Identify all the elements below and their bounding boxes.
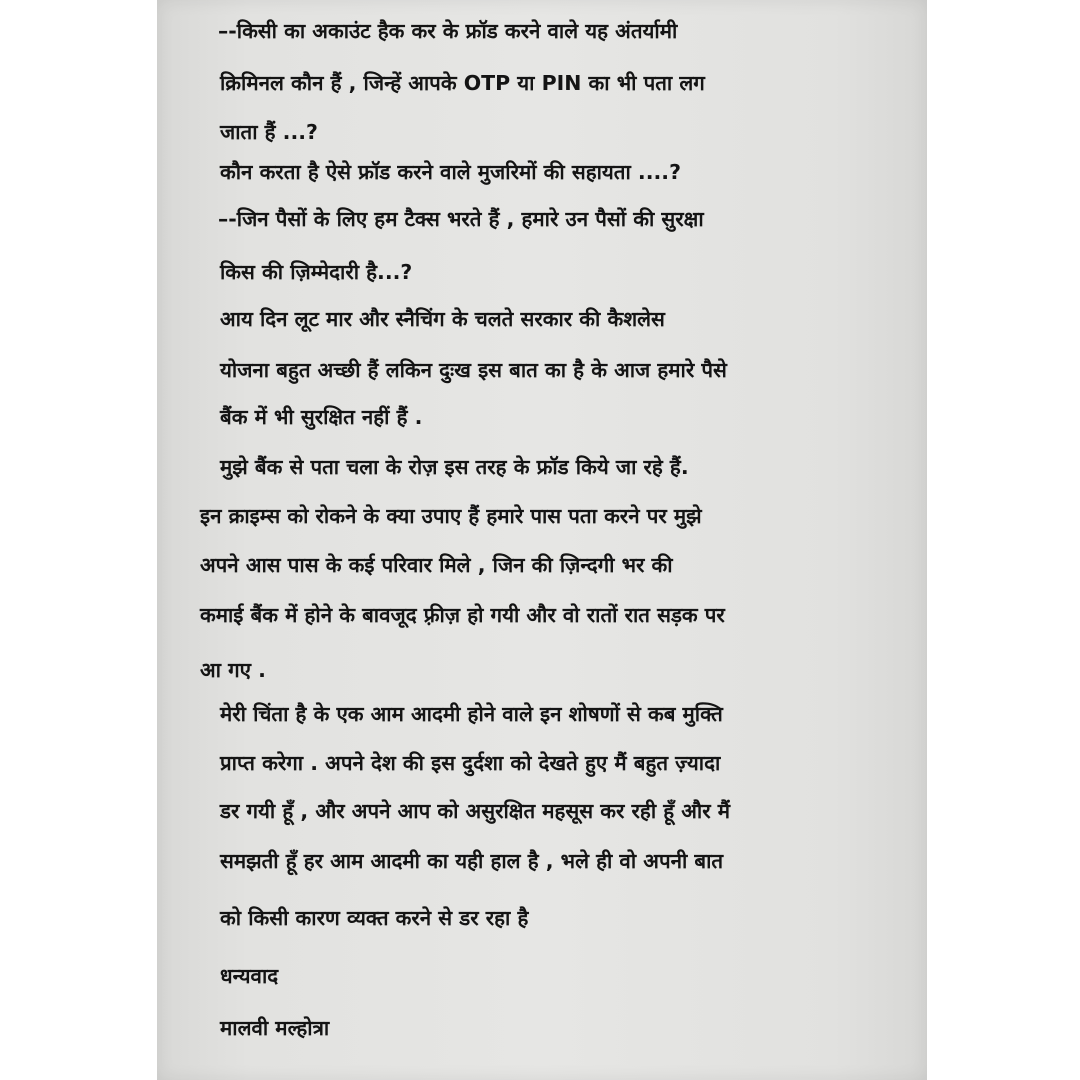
letter-line: इन क्राइम्स को रोकने के क्या उपाए हैं हमारे पास पता करने पर मुझे <box>200 504 702 528</box>
letter-line: कौन करता है ऐसे फ्रॉड करने वाले मुजरिमों की सहायता ....? <box>220 160 681 184</box>
letter-line: आ गए . <box>200 658 266 682</box>
letter-line: डर गयी हूँ , और अपने आप को असुरक्षित महसूस कर रही हूँ और मैं <box>220 799 731 823</box>
letter-line: मुझे बैंक से पता चला के रोज़ इस तरह के फ्रॉड किये जा रहे हैं. <box>220 455 689 479</box>
letter-signature: मालवी मल्होत्रा <box>220 1016 330 1040</box>
letter-line: –-किसी का अकाउंट हैक कर के फ्रॉड करने वाले यह अंतर्यामी <box>218 19 678 43</box>
letter-line: जाता हैं ...? <box>220 120 318 144</box>
letter-line: मेरी चिंता है के एक आम आदमी होने वाले इन शोषणों से कब मुक्ति <box>220 702 723 726</box>
letter-line: अपने आस पास के कई परिवार मिले , जिन की ज़िन्दगी भर की <box>200 553 673 577</box>
letter-line: किस की ज़िम्मेदारी है...? <box>220 260 413 284</box>
letter-line: योजना बहुत अच्छी हैं लकिन दुःख इस बात का है के आज हमारे पैसे <box>220 358 727 382</box>
letter-line: को किसी कारण व्यक्त करने से डर रहा है <box>220 906 529 930</box>
letter-line: समझती हूँ हर आम आदमी का यही हाल है , भले ही वो अपनी बात <box>220 849 724 873</box>
letter-line: बैंक में भी सुरक्षित नहीं हैं . <box>220 405 423 429</box>
letter-line: –-जिन पैसों के लिए हम टैक्स भरते हैं , हमारे उन पैसों की सुरक्षा <box>218 207 704 231</box>
letter-closing: धन्यवाद <box>220 964 279 988</box>
letter-page <box>157 0 927 1080</box>
letter-line: कमाई बैंक में होने के बावजूद फ़्रीज़ हो गयी और वो रातों रात सड़क पर <box>200 603 725 627</box>
letter-line: आय दिन लूट मार और स्नैचिंग के चलते सरकार की कैशलेस <box>220 307 665 331</box>
letter-line: क्रिमिनल कौन हैं , जिन्हें आपके OTP या PIN का भी पता लग <box>220 71 705 95</box>
letter-line: प्राप्त करेगा . अपने देश की इस दुर्दशा को देखते हुए मैं बहुत ज़्यादा <box>220 751 721 775</box>
